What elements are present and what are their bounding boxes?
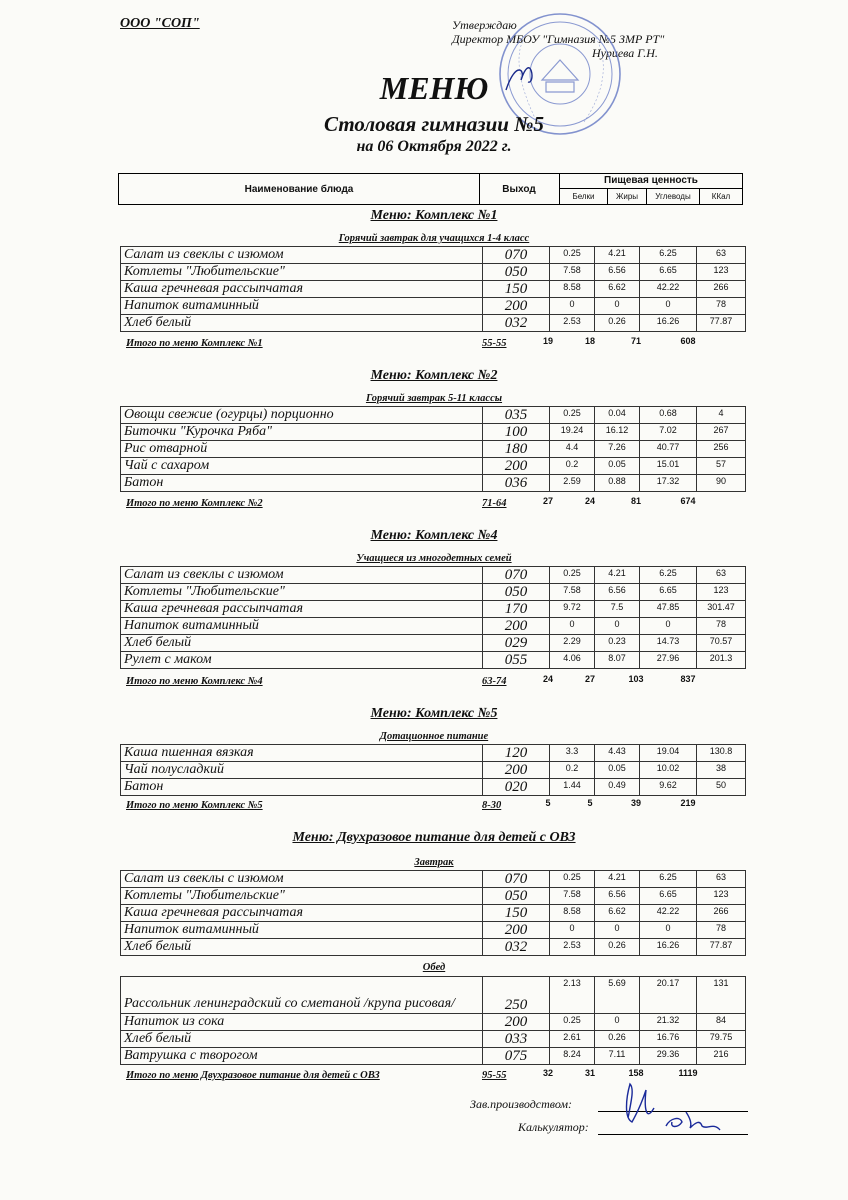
dish-name: Овощи свежие (огурцы) порционно	[121, 407, 483, 424]
dish-fat: 0.88	[595, 475, 640, 492]
dish-kcal: 63	[697, 871, 746, 888]
dish-yield: 120	[483, 745, 550, 762]
section-subtitle: Дотационное питание	[379, 731, 489, 742]
total-row	[126, 676, 746, 690]
dish-protein: 3.3	[550, 745, 595, 762]
table-row	[121, 601, 746, 618]
dish-carbs: 27.96	[640, 652, 697, 669]
dish-kcal: 38	[697, 762, 746, 779]
dish-carbs: 19.04	[640, 745, 697, 762]
dish-name: Салат из свеклы с изюмом	[121, 567, 483, 584]
total-label: Итого по меню Комплекс №5	[126, 800, 263, 811]
table-row	[121, 871, 746, 888]
dish-kcal: 266	[697, 281, 746, 298]
dish-kcal: 63	[697, 247, 746, 264]
dish-yield: 055	[483, 652, 550, 669]
dish-protein: 2.29	[550, 635, 595, 652]
dish-kcal: 256	[697, 441, 746, 458]
table-row	[121, 1048, 746, 1065]
section-title: Меню: Комплекс №2	[370, 368, 498, 383]
dish-protein: 0.25	[550, 871, 595, 888]
dish-yield: 070	[483, 247, 550, 264]
dish-name: Рассольник ленинградский со сметаной /крупа рисовая/	[121, 977, 483, 1014]
dish-name: Напиток витаминный	[121, 618, 483, 635]
dish-fat: 16.12	[595, 424, 640, 441]
total-kcal: 608	[680, 336, 696, 346]
dish-carbs: 42.22	[640, 281, 697, 298]
header-dish-name: Наименование блюда	[119, 174, 480, 204]
dish-name: Ватрушка с творогом	[121, 1048, 483, 1065]
dish-yield: 050	[483, 888, 550, 905]
table-row	[121, 922, 746, 939]
section-title: Меню: Комплекс №4	[370, 528, 498, 543]
dish-carbs: 6.65	[640, 888, 697, 905]
dish-kcal: 131	[697, 977, 746, 1014]
dish-protein: 2.59	[550, 475, 595, 492]
dish-kcal: 123	[697, 264, 746, 281]
dish-yield: 032	[483, 315, 550, 332]
dish-fat: 4.43	[595, 745, 640, 762]
dish-protein: 7.58	[550, 584, 595, 601]
dish-yield: 020	[483, 779, 550, 796]
section-subtitle: Горячий завтрак 5-11 классы	[365, 393, 503, 404]
dish-carbs: 0	[640, 618, 697, 635]
dish-protein: 8.58	[550, 905, 595, 922]
dish-yield: 200	[483, 922, 550, 939]
dish-carbs: 40.77	[640, 441, 697, 458]
dish-carbs: 10.02	[640, 762, 697, 779]
dish-kcal: 301.47	[697, 601, 746, 618]
dish-protein: 2.13	[550, 977, 595, 1014]
dish-fat: 0	[595, 1014, 640, 1031]
dish-name: Напиток из сока	[121, 1014, 483, 1031]
total-yield: 55-55	[482, 338, 507, 349]
dish-fat: 0.05	[595, 458, 640, 475]
total-row	[126, 338, 746, 352]
dish-yield: 170	[483, 601, 550, 618]
dish-name: Рулет с маком	[121, 652, 483, 669]
dish-name: Чай с сахаром	[121, 458, 483, 475]
dish-yield: 075	[483, 1048, 550, 1065]
dish-kcal: 78	[697, 618, 746, 635]
table-row	[121, 1031, 746, 1048]
total-protein: 5	[545, 798, 551, 808]
dish-yield: 100	[483, 424, 550, 441]
section-title: Меню: Двухразовое питание для детей с ОВЗ	[292, 830, 576, 845]
dish-carbs: 47.85	[640, 601, 697, 618]
dish-fat: 0.26	[595, 1031, 640, 1048]
dish-yield: 180	[483, 441, 550, 458]
dish-protein: 19.24	[550, 424, 595, 441]
dish-fat: 7.11	[595, 1048, 640, 1065]
dish-carbs: 14.73	[640, 635, 697, 652]
dish-carbs: 17.32	[640, 475, 697, 492]
dish-protein: 8.58	[550, 281, 595, 298]
dish-carbs: 6.65	[640, 584, 697, 601]
dish-fat: 4.21	[595, 567, 640, 584]
total-yield: 71-64	[482, 498, 507, 509]
dish-name: Салат из свеклы с изюмом	[121, 871, 483, 888]
table-row	[121, 407, 746, 424]
dish-yield: 070	[483, 871, 550, 888]
dish-name: Батон	[121, 475, 483, 492]
dish-kcal: 79.75	[697, 1031, 746, 1048]
dish-name: Каша гречневая рассыпчатая	[121, 905, 483, 922]
dish-name: Напиток витаминный	[121, 922, 483, 939]
total-label: Итого по меню Комплекс №2	[126, 498, 263, 509]
table-header	[118, 173, 743, 205]
dish-name: Рис отварной	[121, 441, 483, 458]
dish-kcal: 267	[697, 424, 746, 441]
dish-kcal: 57	[697, 458, 746, 475]
dish-yield: 150	[483, 905, 550, 922]
dish-carbs: 6.25	[640, 871, 697, 888]
dish-protein: 2.61	[550, 1031, 595, 1048]
dish-protein: 7.58	[550, 264, 595, 281]
dish-carbs: 29.36	[640, 1048, 697, 1065]
dish-carbs: 20.17	[640, 977, 697, 1014]
menu-table	[120, 976, 746, 1065]
total-row	[126, 498, 746, 512]
section-subtitle: Горячий завтрак для учащихся 1-4 класс	[338, 233, 530, 244]
dish-name: Напиток витаминный	[121, 298, 483, 315]
total-protein: 19	[542, 336, 553, 346]
menu-table	[120, 870, 746, 956]
dish-fat: 0.05	[595, 762, 640, 779]
table-row	[121, 567, 746, 584]
approved-label: Утверждаю	[452, 18, 517, 32]
dish-yield: 200	[483, 1014, 550, 1031]
total-carbs: 39	[630, 798, 641, 808]
total-row	[126, 800, 746, 814]
menu-table	[120, 406, 746, 492]
dish-carbs: 6.65	[640, 264, 697, 281]
director-title: Директор МБОУ "Гимназия №5 ЗМР РТ"	[452, 32, 665, 46]
menu-date: на 06 Октября 2022 г.	[356, 138, 512, 155]
table-row	[121, 315, 746, 332]
total-kcal: 674	[680, 496, 696, 506]
dish-protein: 8.24	[550, 1048, 595, 1065]
dish-kcal: 130.8	[697, 745, 746, 762]
menu-table	[120, 566, 746, 669]
dish-carbs: 9.62	[640, 779, 697, 796]
dish-name: Каша гречневая рассыпчатая	[121, 281, 483, 298]
dish-kcal: 4	[697, 407, 746, 424]
dish-yield: 035	[483, 407, 550, 424]
total-kcal: 837	[680, 674, 696, 684]
dish-name: Котлеты "Любительские"	[121, 888, 483, 905]
dish-protein: 4.4	[550, 441, 595, 458]
dish-yield: 050	[483, 584, 550, 601]
dish-carbs: 0.68	[640, 407, 697, 424]
table-row	[121, 939, 746, 956]
page-title: МЕНЮ	[379, 70, 489, 106]
dish-protein: 0.2	[550, 762, 595, 779]
dish-protein: 0.25	[550, 567, 595, 584]
dish-yield: 200	[483, 618, 550, 635]
dish-yield: 036	[483, 475, 550, 492]
dish-protein: 1.44	[550, 779, 595, 796]
table-row	[121, 905, 746, 922]
dish-kcal: 63	[697, 567, 746, 584]
total-yield: 63-74	[482, 676, 507, 687]
dish-protein: 7.58	[550, 888, 595, 905]
total-carbs: 81	[630, 496, 641, 506]
dish-kcal: 216	[697, 1048, 746, 1065]
dish-fat: 0.23	[595, 635, 640, 652]
dish-carbs: 42.22	[640, 905, 697, 922]
dish-fat: 7.5	[595, 601, 640, 618]
dish-carbs: 16.76	[640, 1031, 697, 1048]
dish-fat: 6.56	[595, 888, 640, 905]
header-nutrition: Пищевая ценность	[560, 174, 742, 189]
dish-name: Салат из свеклы с изюмом	[121, 247, 483, 264]
organization-name: ООО "СОП"	[120, 16, 200, 31]
total-carbs: 158	[628, 1068, 644, 1078]
dish-yield: 150	[483, 281, 550, 298]
dish-fat: 0	[595, 922, 640, 939]
calc-label: Калькулятор:	[518, 1120, 589, 1134]
section-title: Меню: Комплекс №1	[370, 208, 498, 223]
header-yield: Выход	[479, 174, 560, 204]
dish-yield: 032	[483, 939, 550, 956]
header-carbs: Углеводы	[647, 189, 700, 204]
chef-label: Зав.производством:	[470, 1097, 573, 1111]
total-fat: 31	[584, 1068, 595, 1078]
dish-protein: 0.25	[550, 247, 595, 264]
dish-yield: 250	[483, 977, 550, 1014]
dish-protein: 2.53	[550, 315, 595, 332]
header-kcal: ККал	[711, 192, 731, 201]
dish-kcal: 123	[697, 888, 746, 905]
dish-kcal: 78	[697, 298, 746, 315]
dish-fat: 7.26	[595, 441, 640, 458]
dish-carbs: 16.26	[640, 939, 697, 956]
total-protein: 27	[542, 496, 553, 506]
dish-kcal: 70.57	[697, 635, 746, 652]
dish-kcal: 77.87	[697, 939, 746, 956]
dish-yield: 029	[483, 635, 550, 652]
table-row	[121, 298, 746, 315]
dish-name: Батон	[121, 779, 483, 796]
dish-yield: 200	[483, 458, 550, 475]
page-subtitle: Столовая гимназии №5	[324, 112, 544, 136]
dish-fat: 0	[595, 298, 640, 315]
dish-protein: 0.25	[550, 1014, 595, 1031]
total-fat: 18	[584, 336, 595, 346]
dish-fat: 4.21	[595, 247, 640, 264]
dish-fat: 8.07	[595, 652, 640, 669]
total-protein: 32	[542, 1068, 553, 1078]
dish-carbs: 7.02	[640, 424, 697, 441]
dish-protein: 0	[550, 618, 595, 635]
handwritten-signature	[610, 1078, 730, 1140]
total-yield: 8-30	[482, 800, 502, 811]
table-row	[121, 247, 746, 264]
table-row	[121, 745, 746, 762]
director-name: Нуриева Г.Н.	[592, 46, 658, 60]
lunch-title: Обед	[422, 962, 446, 973]
table-row	[121, 779, 746, 796]
total-kcal: 219	[680, 798, 696, 808]
dish-name: Каша гречневая рассыпчатая	[121, 601, 483, 618]
dish-kcal: 201.3	[697, 652, 746, 669]
header-fat: Жиры	[608, 189, 647, 204]
dish-protein: 0	[550, 922, 595, 939]
total-label: Итого по меню Двухразовое питание для детей с ОВЗ	[126, 1070, 380, 1081]
dish-name: Котлеты "Любительские"	[121, 264, 483, 281]
dish-fat: 0.26	[595, 939, 640, 956]
total-fat: 5	[587, 798, 593, 808]
total-fat: 27	[584, 674, 595, 684]
table-row	[121, 652, 746, 669]
dish-protein: 0.25	[550, 407, 595, 424]
dish-yield: 200	[483, 762, 550, 779]
table-row	[121, 584, 746, 601]
total-yield: 95-55	[482, 1070, 507, 1081]
dish-name: Хлеб белый	[121, 1031, 483, 1048]
dish-name: Каша пшенная вязкая	[121, 745, 483, 762]
dish-kcal: 77.87	[697, 315, 746, 332]
dish-kcal: 266	[697, 905, 746, 922]
dish-fat: 6.62	[595, 905, 640, 922]
dish-protein: 4.06	[550, 652, 595, 669]
breakfast-title: Завтрак	[414, 857, 454, 868]
section-subtitle: Учащиеся из многодетных семей	[356, 553, 512, 564]
dish-kcal: 78	[697, 922, 746, 939]
table-row	[121, 264, 746, 281]
header-protein: Белки	[560, 189, 608, 204]
table-row	[121, 424, 746, 441]
dish-fat: 6.56	[595, 584, 640, 601]
table-row	[121, 635, 746, 652]
table-row	[121, 441, 746, 458]
dish-protein: 0	[550, 298, 595, 315]
menu-table	[120, 744, 746, 796]
dish-protein: 2.53	[550, 939, 595, 956]
dish-carbs: 21.32	[640, 1014, 697, 1031]
dish-name: Хлеб белый	[121, 315, 483, 332]
total-kcal: 1119	[678, 1068, 698, 1078]
dish-carbs: 0	[640, 298, 697, 315]
dish-name: Хлеб белый	[121, 635, 483, 652]
dish-kcal: 84	[697, 1014, 746, 1031]
table-row	[121, 1014, 746, 1031]
dish-fat: 5.69	[595, 977, 640, 1014]
table-row	[121, 618, 746, 635]
dish-fat: 6.62	[595, 281, 640, 298]
dish-carbs: 15.01	[640, 458, 697, 475]
dish-kcal: 50	[697, 779, 746, 796]
total-carbs: 71	[630, 336, 641, 346]
dish-kcal: 123	[697, 584, 746, 601]
table-row	[121, 458, 746, 475]
dish-protein: 9.72	[550, 601, 595, 618]
dish-fat: 0.04	[595, 407, 640, 424]
table-row	[121, 475, 746, 492]
table-row	[121, 281, 746, 298]
total-fat: 24	[584, 496, 595, 506]
dish-yield: 050	[483, 264, 550, 281]
dish-name: Хлеб белый	[121, 939, 483, 956]
dish-yield: 200	[483, 298, 550, 315]
dish-carbs: 6.25	[640, 247, 697, 264]
dish-name: Котлеты "Любительские"	[121, 584, 483, 601]
menu-table	[120, 246, 746, 332]
dish-fat: 0.49	[595, 779, 640, 796]
dish-fat: 0	[595, 618, 640, 635]
dish-name: Биточки "Курочка Ряба"	[121, 424, 483, 441]
dish-fat: 6.56	[595, 264, 640, 281]
section-title: Меню: Комплекс №5	[370, 706, 498, 721]
total-carbs: 103	[628, 674, 644, 684]
table-row	[121, 762, 746, 779]
table-row	[121, 977, 746, 1014]
dish-carbs: 6.25	[640, 567, 697, 584]
dish-fat: 0.26	[595, 315, 640, 332]
dish-carbs: 16.26	[640, 315, 697, 332]
total-label: Итого по меню Комплекс №1	[126, 338, 263, 349]
dish-name: Чай полусладкий	[121, 762, 483, 779]
dish-yield: 033	[483, 1031, 550, 1048]
dish-kcal: 90	[697, 475, 746, 492]
total-label: Итого по меню Комплекс №4	[126, 676, 263, 687]
dish-carbs: 0	[640, 922, 697, 939]
dish-fat: 4.21	[595, 871, 640, 888]
dish-protein: 0.2	[550, 458, 595, 475]
dish-yield: 070	[483, 567, 550, 584]
total-protein: 24	[542, 674, 553, 684]
table-row	[121, 888, 746, 905]
